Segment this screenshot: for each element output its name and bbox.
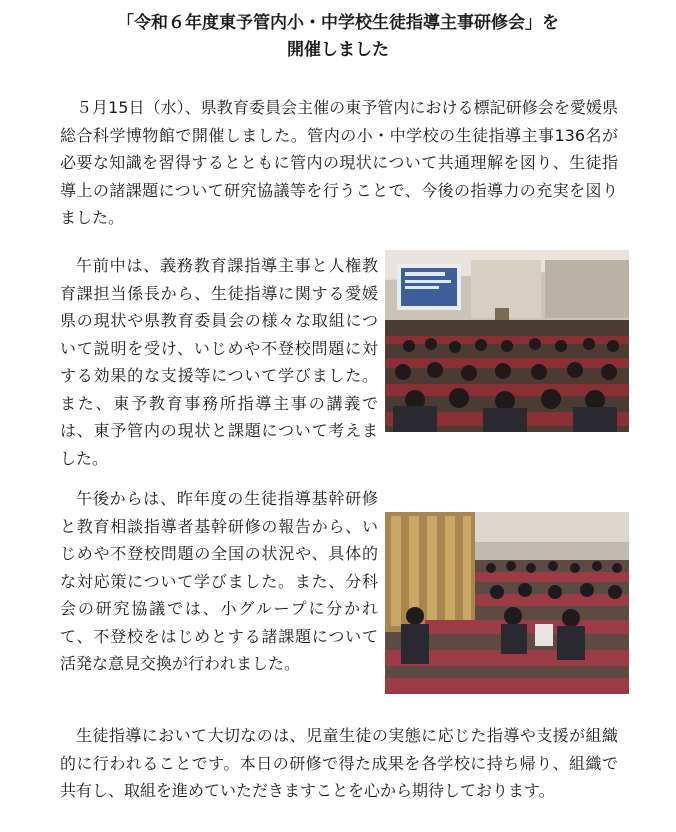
closing-paragraph: 生徒指導において大切なのは、児童生徒の実態に応じた指導や支援が組織的に行われることです。本日の研修で得た成果を各学校に持ち帰り、組織で共有し、取組を進めていただきますことを心から期待しております。 <box>60 726 618 800</box>
title-line-2: 開催しました <box>287 40 389 60</box>
intro-paragraph: ５月15日（水）、県教育委員会主催の東予管内における標記研修会を愛媛県総合科学博物館で開催しました。管内の小・中学校の生徒指導主事136名が必要な知識を習得するとともに管内の現状について共通理解を図り、生徒指導上の諸課題について研究協議等を行うことで、今後の指導力の充実を図りました。 <box>60 98 618 227</box>
afternoon-session-paragraph: 午後からは、昨年度の生徒指導基幹研修と教育相談指導者基幹研修の報告から、いじめや不登校問題の全国の状況や、具体的な対応策について学びました。また、分科会の研究協議では、小グループに分かれて、不登校をはじめとする諸課題について活発な意見交換が行われました。 <box>60 489 378 673</box>
morning-session-paragraph: 午前中は、義務教育課指導主事と人権教育課担当係長から、生徒指導に関する愛媛県の現状や県教育委員会の様々な取組について説明を受け、いじめや不登校問題に対する効果的な支援等について学びました。また、東予教育事務所指導主事の講義では、東予管内の現状と課題について考えました。 <box>60 256 378 468</box>
lecture-hall-photo <box>385 250 629 432</box>
group-discussion-photo <box>385 512 629 694</box>
page-title <box>0 10 676 64</box>
title-line-1: 「令和６年度東予管内小・中学校生徒指導主事研修会」を <box>117 13 559 33</box>
